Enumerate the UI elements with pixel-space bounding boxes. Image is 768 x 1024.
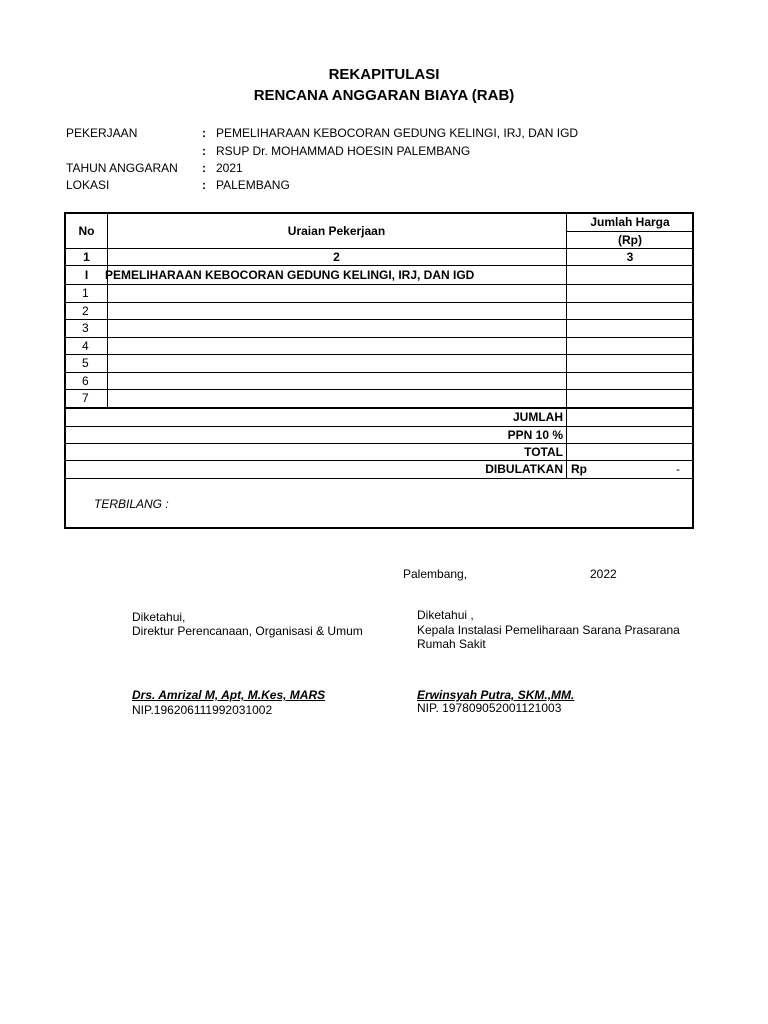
left-diketahui: Diketahui,	[132, 610, 186, 624]
table-row-number: 2	[82, 304, 89, 318]
lokasi-label: LOKASI	[66, 178, 110, 192]
index-3: 3	[626, 250, 634, 264]
pekerjaan-location: RSUP Dr. MOHAMMAD HOESIN PALEMBANG	[216, 144, 471, 158]
rp-currency: Rp	[571, 462, 587, 476]
col-rp-header: (Rp)	[618, 233, 642, 247]
left-nip: NIP.196206111992031002	[132, 703, 273, 717]
total-label: TOTAL	[524, 445, 563, 459]
table-line	[66, 389, 694, 390]
colon: :	[202, 161, 206, 175]
table-line	[66, 354, 694, 355]
right-nip: NIP. 197809052001121003	[417, 701, 562, 715]
colon: :	[202, 178, 206, 192]
table-row-number: 5	[82, 356, 89, 370]
table-line	[66, 372, 694, 373]
year-label: 2022	[590, 567, 617, 581]
colon: :	[202, 126, 206, 140]
left-role: Direktur Perencanaan, Organisasi & Umum	[132, 624, 363, 638]
table-row-number: 6	[82, 374, 89, 388]
section-title: PEMELIHARAAN KEBOCORAN GEDUNG KELINGI, IRJ, DAN IGD	[105, 268, 475, 282]
right-role-line1: Kepala Instalasi Pemeliharaan Sarana Prasarana	[417, 623, 680, 637]
table-line	[66, 302, 694, 303]
table-row-number: 1	[82, 286, 89, 300]
jumlah-label: JUMLAH	[513, 410, 563, 424]
table-row-number: 7	[82, 391, 89, 405]
dibulatkan-value: -	[676, 462, 680, 476]
col-uraian-header: Uraian Pekerjaan	[287, 224, 386, 238]
col-jumlah-header: Jumlah Harga	[590, 215, 670, 229]
doc-subtitle: RENCANA ANGGARAN BIAYA (RAB)	[253, 87, 515, 104]
section-number: I	[84, 268, 89, 282]
colon: :	[202, 144, 206, 158]
dibulatkan-label: DIBULATKAN	[485, 462, 563, 476]
table-line	[66, 478, 694, 479]
left-signatory-name: Drs. Amrizal M, Apt, M.Kes, MARS	[132, 688, 326, 702]
tahun-label: TAHUN ANGGARAN	[66, 161, 178, 175]
table-line	[107, 214, 108, 407]
tahun-value: 2021	[216, 161, 243, 175]
table-line	[66, 337, 694, 338]
right-signatory-name: Erwinsyah Putra, SKM.,MM.	[417, 688, 575, 702]
index-2: 2	[333, 250, 340, 264]
pekerjaan-value: PEMELIHARAAN KEBOCORAN GEDUNG KELINGI, IRJ, DAN IGD	[216, 126, 579, 140]
index-1: 1	[83, 250, 90, 264]
rab-table	[64, 212, 694, 529]
table-line	[66, 284, 694, 285]
table-row-number: 3	[82, 321, 89, 335]
right-diketahui: Diketahui ,	[417, 608, 474, 622]
terbilang-label: TERBILANG :	[94, 497, 169, 511]
doc-title: REKAPITULASI	[328, 66, 440, 83]
table-row-number: 4	[82, 339, 89, 353]
right-role-line2: Rumah Sakit	[417, 637, 486, 651]
pekerjaan-label: PEKERJAAN	[66, 126, 138, 140]
lokasi-value: PALEMBANG	[216, 178, 290, 192]
col-no-header: No	[78, 224, 95, 238]
place-label: Palembang,	[403, 567, 468, 581]
ppn-label: PPN 10 %	[507, 428, 563, 442]
table-line	[66, 319, 694, 320]
